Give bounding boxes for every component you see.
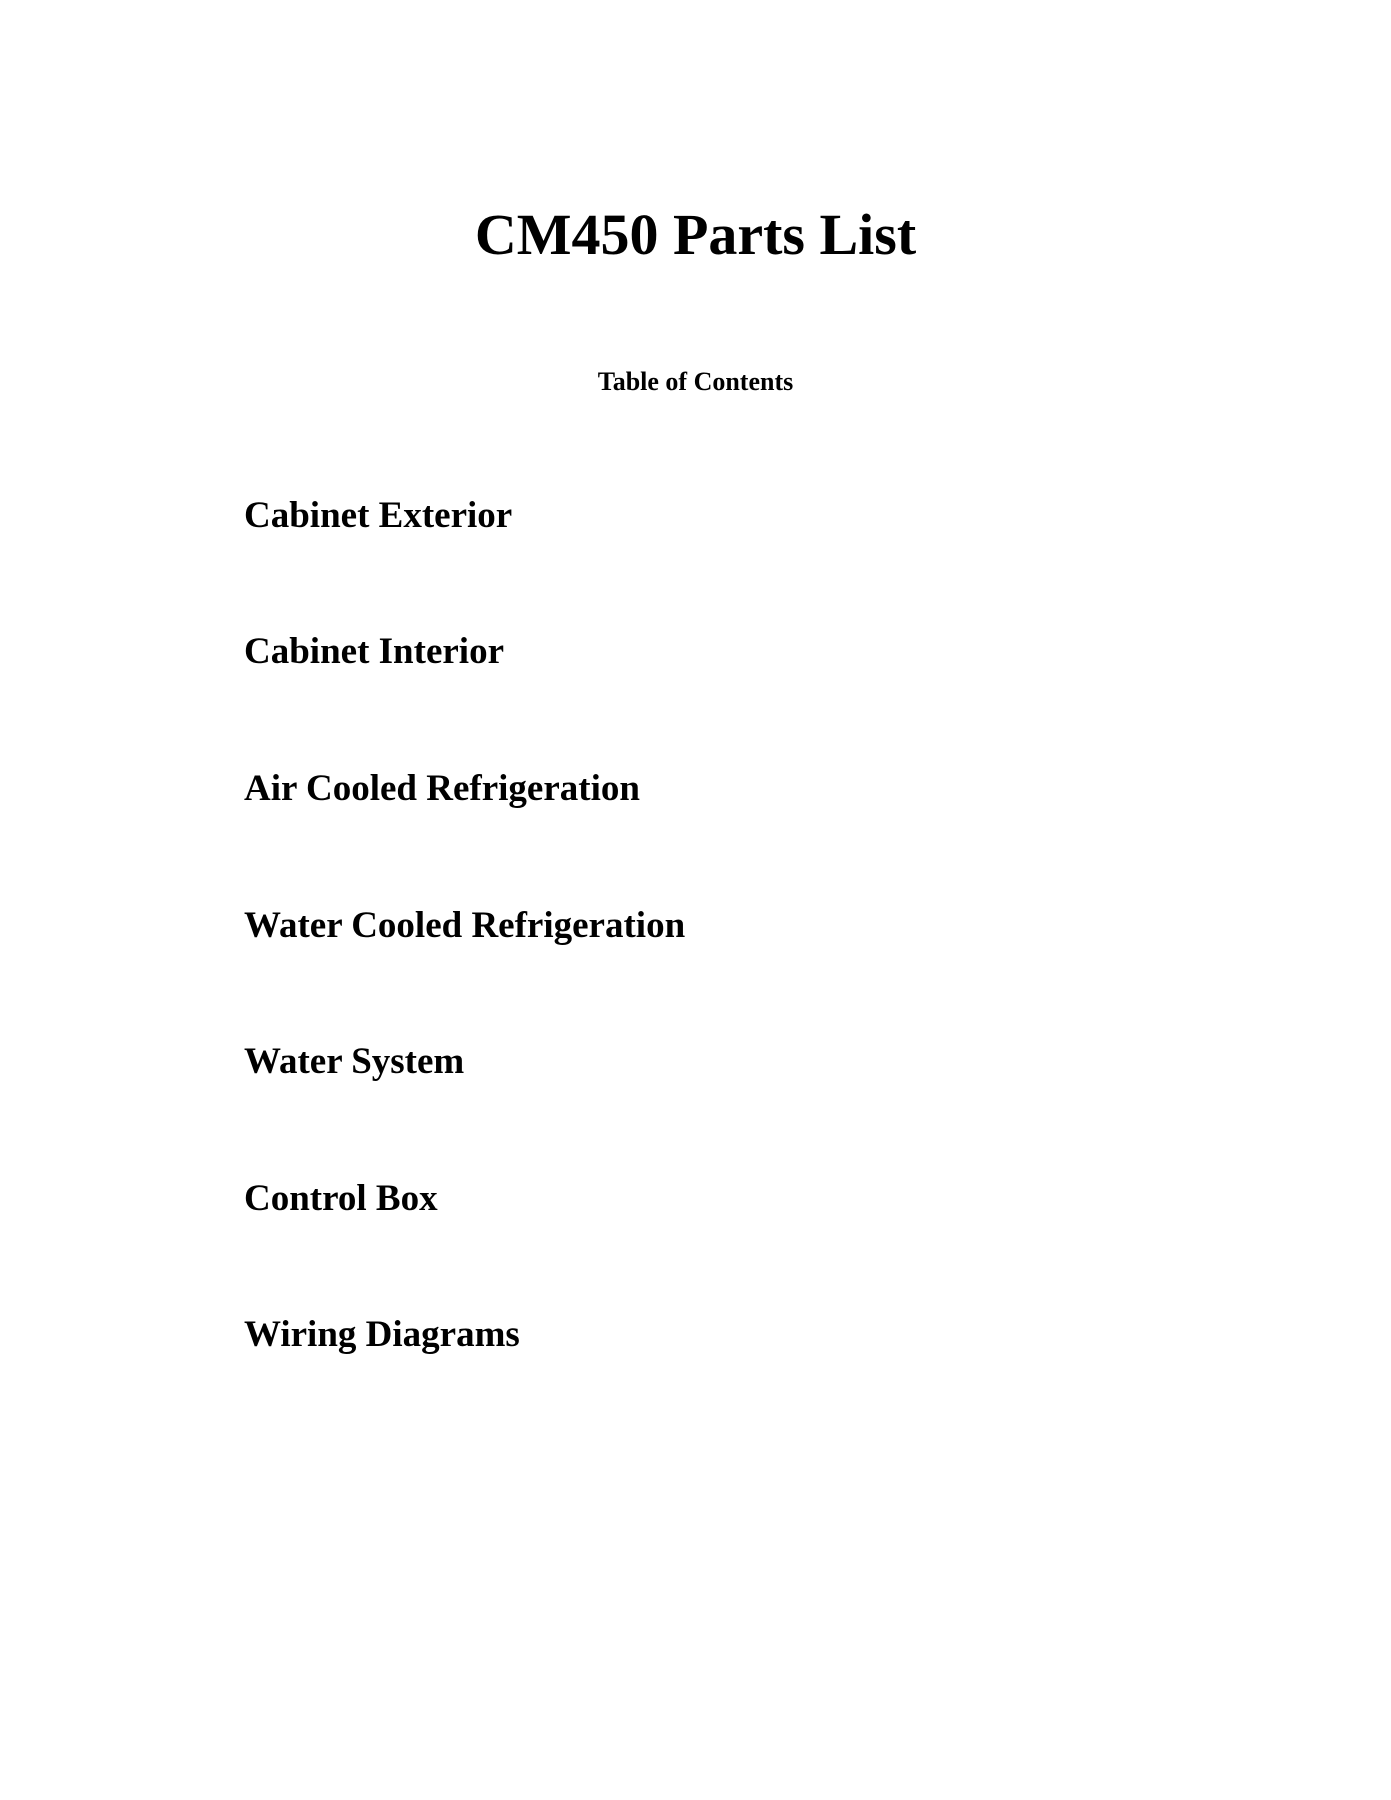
toc-item-wiring-diagrams[interactable]: Wiring Diagrams [244, 1314, 520, 1355]
toc-item-water-cooled-refrigeration[interactable]: Water Cooled Refrigeration [244, 905, 686, 946]
toc-heading: Table of Contents [597, 367, 794, 396]
toc-item-water-system[interactable]: Water System [244, 1041, 465, 1082]
toc-item-air-cooled-refrigeration[interactable]: Air Cooled Refrigeration [244, 768, 640, 809]
toc-item-control-box[interactable]: Control Box [244, 1178, 438, 1219]
page-title: CM450 Parts List [474, 202, 917, 267]
toc-item-cabinet-interior[interactable]: Cabinet Interior [244, 631, 504, 672]
toc-item-cabinet-exterior[interactable]: Cabinet Exterior [244, 495, 513, 536]
